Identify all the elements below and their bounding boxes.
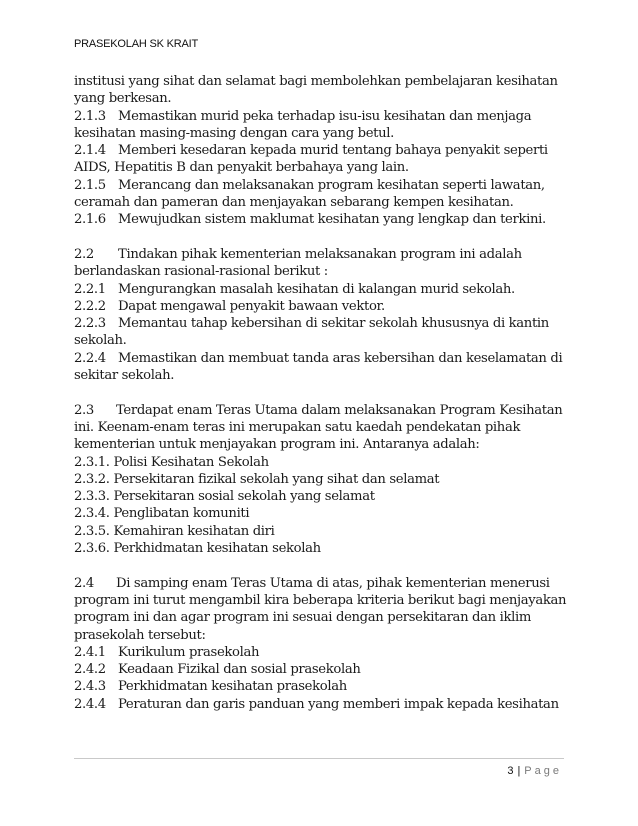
- paragraph-gap: [74, 384, 574, 401]
- item-number: 2.4.2: [74, 662, 106, 678]
- list-item: 2.3.5. Kemahiran kesihatan diri: [74, 523, 275, 539]
- section-heading: [74, 246, 574, 263]
- item-number: 2.4.3: [74, 679, 106, 695]
- section-number: 2.2: [74, 246, 94, 262]
- list-item: [74, 211, 574, 228]
- item-text: Perkhidmatan kesihatan prasekolah: [118, 679, 347, 695]
- running-header: PRASEKOLAH SK KRAIT: [74, 38, 198, 50]
- item-number: 2.1.4: [74, 143, 106, 159]
- text-line: prasekolah tersebut:: [74, 627, 206, 643]
- text-line: yang berkesan.: [74, 91, 172, 107]
- list-item: [74, 142, 574, 159]
- list-item: 2.3.4. Penglibatan komuniti: [74, 506, 250, 522]
- footer-separator: |: [517, 765, 521, 777]
- section-number: 2.3: [74, 402, 94, 418]
- item-text: Kurikulum prasekolah: [118, 644, 260, 660]
- section-heading: [74, 575, 574, 592]
- text-line: kementerian untuk menjayakan program ini. Antaranya adalah:: [74, 437, 480, 453]
- list-item: [74, 315, 574, 332]
- item-text: Memantau tahap kebersihan di sekitar sekolah khususnya di kantin: [118, 316, 549, 332]
- text-line: sekitar sekolah.: [74, 368, 175, 384]
- section-text: Di samping enam Teras Utama di atas, pihak kementerian menerusi: [116, 575, 550, 591]
- item-number: 2.2.2: [74, 298, 106, 314]
- item-text: Memastikan dan membuat tanda aras kebersihan dan keselamatan di: [118, 350, 563, 366]
- list-item: [74, 108, 574, 125]
- item-text: Memastikan murid peka terhadap isu-isu kesihatan dan menjaga: [118, 108, 532, 124]
- list-item: 2.3.3. Persekitaran sosial sekolah yang selamat: [74, 489, 375, 505]
- item-number: 2.2.4: [74, 350, 106, 366]
- text-line: ini. Keenam-enam teras ini merupakan satu kaedah pendekatan pihak: [74, 419, 521, 435]
- section-text: Terdapat enam Teras Utama dalam melaksanakan Program Kesihatan: [116, 402, 563, 418]
- list-item: [74, 350, 574, 367]
- item-number: 2.1.5: [74, 177, 106, 193]
- footer-divider: [74, 758, 564, 759]
- item-number: 2.2.3: [74, 316, 106, 332]
- list-item: [74, 661, 574, 678]
- list-item: [74, 298, 574, 315]
- text-line: AIDS, Hepatitis B dan penyakit berbahaya yang lain.: [74, 160, 409, 176]
- item-text: Mewujudkan sistem maklumat kesihatan yang lengkap dan terkini.: [118, 212, 546, 228]
- list-item: 2.3.6. Perkhidmatan kesihatan sekolah: [74, 541, 321, 557]
- list-item: [74, 678, 574, 695]
- text-line: berlandaskan rasional-rasional berikut :: [74, 264, 328, 280]
- item-number: 2.1.6: [74, 212, 106, 228]
- item-number: 2.2.1: [74, 281, 106, 297]
- text-line: sekolah.: [74, 333, 127, 349]
- paragraph-gap: [74, 229, 574, 246]
- item-text: Mengurangkan masalah kesihatan di kalangan murid sekolah.: [118, 281, 515, 297]
- text-line: program ini turut mengambil kira beberapa kriteria berikut bagi menjayakan: [74, 592, 567, 608]
- item-number: 2.4.4: [74, 696, 106, 712]
- text-line: institusi yang sihat dan selamat bagi membolehkan pembelajaran kesihatan: [74, 74, 558, 89]
- item-number: 2.4.1: [74, 644, 106, 660]
- list-item: [74, 644, 574, 661]
- body-text: [74, 73, 574, 713]
- section-text: Tindakan pihak kementerian melaksanakan program ini adalah: [118, 246, 522, 262]
- text-line: program ini dan agar program ini sesuai dengan persekitaran dan iklim: [74, 610, 532, 626]
- section-heading: [74, 402, 574, 419]
- text-line: kesihatan masing-masing dengan cara yang betul.: [74, 125, 394, 141]
- page-footer: [507, 765, 562, 777]
- list-item: [74, 177, 574, 194]
- item-number: 2.1.3: [74, 108, 106, 124]
- page-label: Page: [524, 765, 562, 777]
- list-item: 2.3.1. Polisi Kesihatan Sekolah: [74, 454, 269, 470]
- item-text: Merancang dan melaksanakan program kesihatan seperti lawatan,: [118, 177, 545, 193]
- page-number: 3: [507, 765, 514, 777]
- item-text: Memberi kesedaran kepada murid tentang bahaya penyakit seperti: [118, 143, 548, 159]
- text-line: ceramah dan pameran dan menjayakan sebarang kempen kesihatan.: [74, 195, 514, 211]
- item-text: Dapat mengawal penyakit bawaan vektor.: [118, 298, 385, 314]
- item-text: Peraturan dan garis panduan yang memberi impak kepada kesihatan: [118, 696, 559, 712]
- list-item: [74, 696, 574, 713]
- item-text: Keadaan Fizikal dan sosial prasekolah: [118, 662, 361, 678]
- list-item: 2.3.2. Persekitaran fizikal sekolah yang sihat dan selamat: [74, 471, 440, 487]
- section-number: 2.4: [74, 575, 94, 591]
- list-item: [74, 281, 574, 298]
- paragraph-gap: [74, 557, 574, 574]
